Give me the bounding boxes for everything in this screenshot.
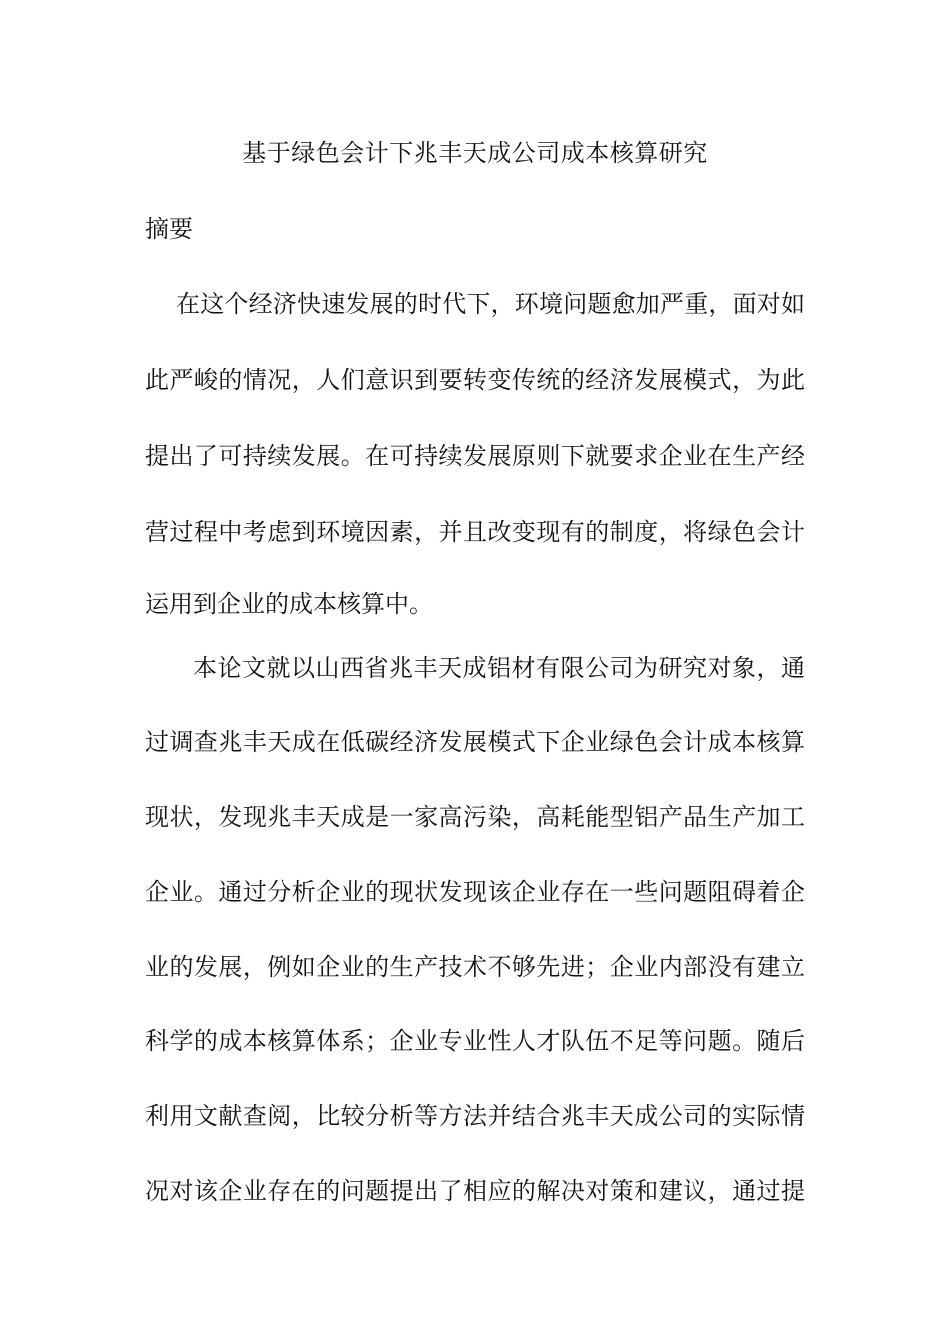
document-title: 基于绿色会计下兆丰天成公司成本核算研究 [242, 139, 708, 167]
abstract-heading: 摘要 [145, 215, 193, 243]
paragraph-2-line-8: 况对该企业存在的问题提出了相应的解决对策和建议，通过提 [145, 1177, 805, 1205]
paragraph-1-line-3: 提出了可持续发展。在可持续发展原则下就要求企业在生产经 [145, 442, 805, 470]
paragraph-2-line-5: 业的发展，例如企业的生产技术不够先进；企业内部没有建立 [145, 953, 805, 981]
paragraph-2-line-6: 科学的成本核算体系；企业专业性人才队伍不足等问题。随后 [145, 1027, 805, 1055]
paragraph-1-line-5: 运用到企业的成本核算中。 [145, 590, 433, 618]
paragraph-2-line-7: 利用文献查阅，比较分析等方法并结合兆丰天成公司的实际情 [145, 1102, 805, 1130]
paragraph-2-line-2: 过调查兆丰天成在低碳经济发展模式下企业绿色会计成本核算 [145, 728, 805, 756]
paragraph-1-line-2: 此严峻的情况，人们意识到要转变传统的经济发展模式，为此 [145, 366, 805, 394]
paragraph-1-line-1: 在这个经济快速发展的时代下，环境问题愈加严重，面对如 [176, 290, 805, 318]
paragraph-1-line-4: 营过程中考虑到环境因素，并且改变现有的制度，将绿色会计 [145, 518, 805, 546]
paragraph-2-line-1: 本论文就以山西省兆丰天成铝材有限公司为研究对象，通 [193, 654, 805, 682]
paragraph-2-line-4: 企业。通过分析企业的现状发现该企业存在一些问题阻碍着企 [145, 878, 805, 906]
paragraph-2-line-3: 现状，发现兆丰天成是一家高污染，高耗能型铝产品生产加工 [145, 803, 805, 831]
